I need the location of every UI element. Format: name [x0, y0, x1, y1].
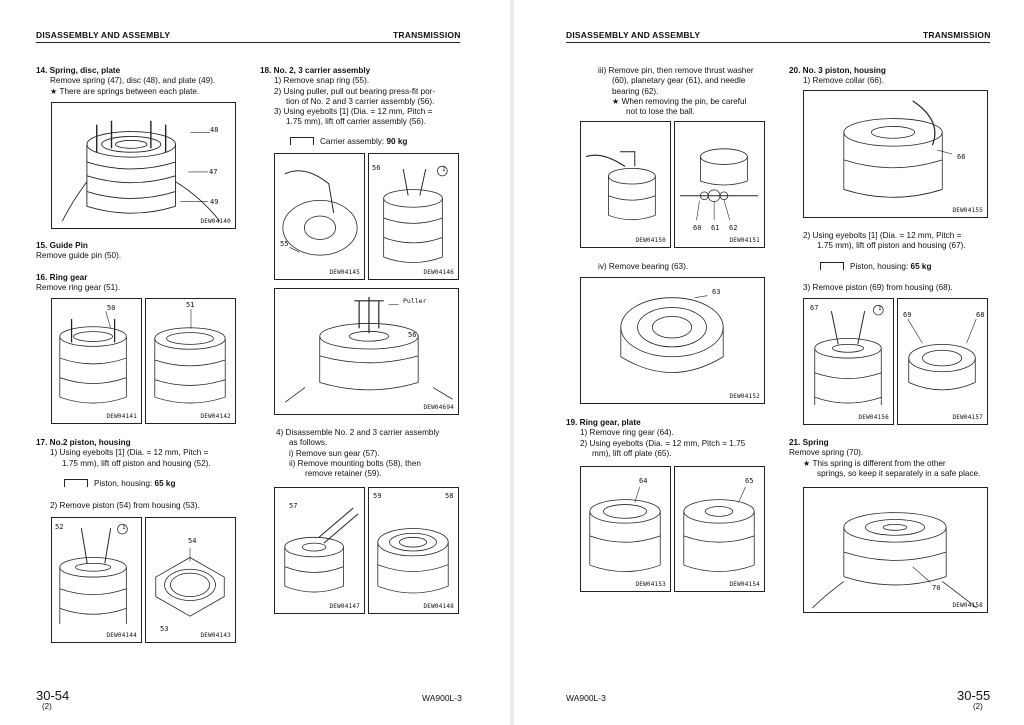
figure-code: DEW04694: [423, 404, 454, 411]
step-21-note-2: springs, so keep it separately in a safe place.: [817, 468, 981, 478]
figure-code: DEW04150: [635, 237, 666, 244]
figure-code: DEW04156: [858, 414, 889, 421]
figure-code: DEW04153: [635, 581, 666, 588]
step-18-iii-text-2: (60), planetary gear (61), and needle: [612, 76, 746, 86]
figure-dew04140: [51, 102, 236, 229]
weight-icon: [290, 137, 314, 145]
figure-code: DEW04157: [952, 414, 983, 421]
callout-53: 53: [160, 625, 169, 633]
figure-dew04141: [51, 298, 142, 424]
step-19-text-2: 2) Using eyebolts (Dia. = 12 mm, Pitch = 1.75: [580, 438, 746, 448]
step-18-substep-iv: [598, 262, 688, 272]
figure-dew04154: [674, 466, 765, 592]
page-number: 30-54: [36, 688, 70, 703]
figure-dew04147: [274, 487, 365, 614]
callout-56: 56: [408, 331, 417, 339]
callout-68: 68: [976, 311, 985, 319]
figure-dew04157: [897, 298, 988, 425]
figure-code: DEW04154: [729, 581, 760, 588]
step-18-text-10: remove retainer (59).: [305, 469, 382, 479]
callout-52: 52: [55, 523, 64, 531]
callout-47: 47: [209, 168, 218, 176]
figure-code: DEW04152: [729, 393, 760, 400]
weight-value: 65 kg: [154, 479, 176, 488]
figure-dew04145: [274, 153, 365, 280]
callout-67: 67: [810, 304, 819, 312]
figure-dew04146: [368, 153, 459, 280]
step-14: [36, 66, 215, 97]
step-18-substep-iii: [598, 66, 754, 117]
header-rule: [566, 42, 990, 43]
figure-code: DEW04145: [329, 269, 360, 276]
callout-49: 49: [210, 198, 219, 206]
figure-dew04156: [803, 298, 894, 425]
step-18-text-5: 1.75 mm), lift off carrier assembly (56).: [286, 117, 426, 127]
step-18-iii-text-1: iii) Remove pin, then remove thrust washer: [598, 66, 754, 75]
figure-code: DEW04141: [106, 413, 137, 420]
step-17: [36, 438, 211, 469]
callout-1: 1: [122, 524, 126, 531]
step-20-text-1: 1) Remove collar (66).: [803, 76, 884, 86]
callout-1: 1: [442, 166, 446, 173]
figure-dew04148: [368, 487, 459, 614]
step-18-substep-4: [276, 428, 439, 479]
weight-value: 90 kg: [386, 137, 408, 146]
step-18-text-1: 1) Remove snap ring (55).: [274, 76, 370, 86]
callout-55: 55: [280, 240, 289, 248]
step-20-text-4: 3) Remove piston (69) from housing (68).: [803, 283, 953, 292]
step-18-text-9: ii) Remove mounting bolts (58), then: [289, 458, 421, 468]
weight-label: Carrier assembly:: [320, 137, 385, 146]
figure-code: DEW04142: [200, 413, 231, 420]
callout-66: 66: [957, 153, 966, 161]
model-name: WA900L-3: [422, 693, 462, 703]
step-18-iii-note-1: ★ When removing the pin, be careful: [612, 96, 747, 106]
step-20: [789, 66, 886, 87]
step-17-weight: [64, 479, 175, 488]
figure-dew04694: [274, 288, 459, 415]
figure-dew04153: [580, 466, 671, 592]
step-18-text-8: i) Remove sun gear (57).: [289, 448, 380, 458]
step-17-title: 17. No.2 piston, housing: [36, 438, 131, 447]
model-name: WA900L-3: [566, 693, 606, 703]
figure-dew04143: [145, 517, 236, 643]
right-page: [514, 0, 1024, 725]
figure-dew04142: [145, 298, 236, 424]
step-18-text-3: tion of No. 2 and 3 carrier assembly (56).: [286, 96, 435, 106]
step-18-iii-note-2: not to lose the ball.: [626, 107, 695, 117]
figure-code: DEW04155: [952, 207, 983, 214]
step-21-text-1: Remove spring (70).: [789, 448, 864, 458]
figure-code: DEW04151: [729, 237, 760, 244]
callout-64: 64: [639, 477, 648, 485]
figure-code: DEW04143: [200, 632, 231, 639]
step-18: [260, 66, 435, 128]
callout-63: 63: [712, 288, 721, 296]
page-revision: (2): [42, 702, 52, 711]
step-16: [36, 273, 120, 294]
step-20-text-3: 1.75 mm), lift off piston and housing (67).: [817, 241, 966, 251]
step-21: [789, 438, 980, 479]
callout-60: 60: [693, 224, 702, 232]
callout-65: 65: [745, 477, 754, 485]
step-18-text-6: 4) Disassemble No. 2 and 3 carrier assembly: [276, 428, 440, 437]
callout-56: 56: [372, 164, 381, 172]
figure-dew04151: [674, 121, 765, 248]
step-15-text: Remove guide pin (50).: [36, 251, 122, 261]
figure-dew04158: [803, 487, 988, 613]
callout-69: 69: [903, 311, 912, 319]
step-18-text-2: 2) Using puller, pull out bearing press-fit por-: [274, 86, 436, 96]
step-14-title: 14. Spring, disc, plate: [36, 66, 121, 75]
figure-dew04150: [580, 121, 671, 248]
callout-58: 58: [445, 492, 454, 500]
step-18-iii-text-3: bearing (62).: [612, 86, 659, 96]
step-20-substep-3: [803, 283, 953, 293]
callout-51: 51: [186, 301, 195, 309]
callout-48: 48: [210, 126, 219, 134]
callout-50: 50: [107, 304, 116, 312]
weight-icon: [820, 262, 844, 270]
step-20-text-2: 2) Using eyebolts [1] (Dia. = 12 mm, Pitch =: [803, 231, 962, 240]
weight-icon: [64, 479, 88, 487]
figure-dew04152: [580, 277, 765, 404]
step-18-iv-text: iv) Remove bearing (63).: [598, 262, 689, 271]
step-18-title: 18. No. 2, 3 carrier assembly: [260, 66, 371, 75]
header-section-title: DISASSEMBLY AND ASSEMBLY: [36, 30, 171, 40]
step-16-text: Remove ring gear (51).: [36, 283, 121, 293]
weight-label: Piston, housing:: [94, 479, 153, 488]
header-chapter-title: TRANSMISSION: [923, 30, 991, 40]
figure-code: DEW04158: [952, 602, 983, 609]
page-revision: (2): [973, 702, 983, 711]
step-18-weight: [290, 137, 407, 146]
weight-label: Piston, housing:: [850, 262, 909, 271]
callout-59: 59: [373, 492, 382, 500]
figure-dew04144: [51, 517, 142, 643]
figure-code: DEW04146: [423, 269, 454, 276]
header-rule: [36, 42, 460, 43]
step-19-title: 19. Ring gear, plate: [566, 418, 641, 427]
left-page: [0, 0, 510, 725]
page-number: 30-55: [957, 688, 991, 703]
step-15-title: 15. Guide Pin: [36, 241, 88, 250]
callout-puller: Puller: [403, 297, 427, 305]
step-14-text: Remove spring (47), disc (48), and plate (49).: [50, 76, 216, 86]
callout-1: 1: [878, 305, 882, 312]
step-20-weight: [820, 262, 931, 271]
callout-61: 61: [711, 224, 720, 232]
callout-62: 62: [729, 224, 738, 232]
step-17-text-1: 1) Using eyebolts [1] (Dia. = 12 mm, Pitch =: [50, 448, 209, 458]
header-chapter-title: TRANSMISSION: [393, 30, 461, 40]
figure-code: DEW04148: [423, 603, 454, 610]
callout-70: 70: [932, 584, 941, 592]
callout-57: 57: [289, 502, 298, 510]
step-17-text-2: 1.75 mm), lift off piston and housing (52).: [62, 458, 211, 468]
callout-54: 54: [188, 537, 197, 545]
figure-code: DEW04147: [329, 603, 360, 610]
step-14-note: ★ There are springs between each plate.: [50, 86, 200, 96]
step-19-text-3: mm), lift off plate (65).: [592, 448, 672, 458]
step-18-text-4: 3) Using eyebolts [1] (Dia. = 12 mm, Pitch =: [274, 107, 433, 117]
step-19: [566, 418, 745, 459]
step-21-title: 21. Spring: [789, 438, 829, 447]
step-15: [36, 241, 121, 262]
weight-value: 65 kg: [910, 262, 932, 271]
figure-dew04155: [803, 90, 988, 218]
step-19-text-1: 1) Remove ring gear (64).: [580, 428, 674, 438]
step-18-text-7: as follows.: [289, 438, 328, 448]
figure-code: DEW04140: [200, 218, 231, 225]
step-21-note-1: ★ This spring is different from the other: [803, 458, 946, 468]
step-16-title: 16. Ring gear: [36, 273, 88, 282]
header-section-title: DISASSEMBLY AND ASSEMBLY: [566, 30, 701, 40]
figure-code: DEW04144: [106, 632, 137, 639]
step-17-text-3: 2) Remove piston (54) from housing (53).: [50, 501, 200, 510]
step-20-title: 20. No. 3 piston, housing: [789, 66, 886, 75]
step-20-substep-2: [803, 231, 966, 252]
step-17-substep-2: [50, 501, 200, 511]
